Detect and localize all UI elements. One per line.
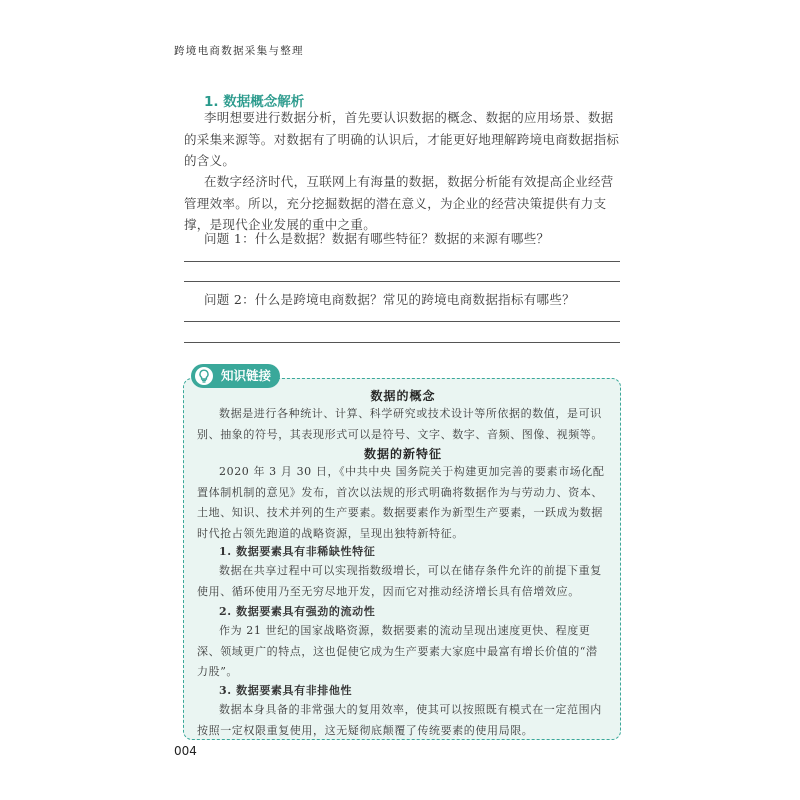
section-title: 1. 数据概念解析 bbox=[204, 94, 305, 110]
concept-title: 数据的概念 bbox=[370, 389, 436, 403]
features-intro: 2020 年 3 月 30 日，《中共中央 国务院关于构建更加完善的要素市场化配置体制机制的意见》发布，首次以法规的形式明确将数据作为与劳动力、资本、土地、知识、技术并列的生产要素。数据要素作为新型生产要素，一跃成为数据时代抢占领先跑道的战略资源，呈现出独特新特征。 bbox=[197, 465, 605, 540]
concept-text: 数据是进行各种统计、计算、科学研究或技术设计等所依据的数值，是可识别、抽象的符号，其表现形式可以是符号、文字、数字、音频、图像、视频等。 bbox=[197, 407, 603, 441]
answer-line bbox=[184, 261, 620, 262]
running-head: 跨境电商数据采集与整理 bbox=[174, 45, 304, 57]
feature-heading: 2. 数据要素具有强劲的流动性 bbox=[219, 605, 376, 618]
knowledge-badge-label: 知识链接 bbox=[221, 368, 272, 383]
body-paragraph: 在数字经济时代，互联网上有海量的数据，数据分析能有效提高企业经营管理效率。所以，充分挖掘数据的潜在意义，为企业的经营决策提供有力支撑，是现代企业发展的重中之重。 bbox=[184, 174, 614, 232]
feature-heading: 3. 数据要素具有非排他性 bbox=[219, 684, 353, 697]
feature-text: 作为 21 世纪的国家战略资源，数据要素的流动呈现出速度更快、程度更深、领域更广的特点，这也促使它成为生产要素大家庭中最富有增长价值的“潜力股”。 bbox=[197, 624, 598, 678]
answer-line bbox=[184, 281, 620, 282]
question-2: 问题 2：什么是跨境电商数据？常见的跨境电商数据指标有哪些？ bbox=[204, 292, 575, 307]
answer-line bbox=[184, 342, 620, 343]
features-title: 数据的新特征 bbox=[363, 447, 442, 461]
knowledge-badge bbox=[191, 364, 280, 388]
feature-text: 数据在共享过程中可以实现指数级增长，可以在储存条件允许的前提下重复使用、循环使用乃至无穷尽地开发，因而它对推动经济增长具有倍增效应。 bbox=[197, 564, 602, 598]
feature-heading: 1. 数据要素具有非稀缺性特征 bbox=[219, 545, 376, 558]
lightbulb-icon bbox=[195, 367, 213, 385]
feature-text: 数据本身具备的非常强大的复用效率，使其可以按照既有模式在一定范围内按照一定权限重复使用，这无疑彻底颠覆了传统要素的使用局限。 bbox=[197, 703, 602, 737]
question-1: 问题 1：什么是数据？数据有哪些特征？数据的来源有哪些？ bbox=[204, 231, 550, 246]
page-number: 004 bbox=[174, 744, 197, 758]
answer-line bbox=[184, 321, 620, 322]
body-paragraph: 李明想要进行数据分析，首先要认识数据的概念、数据的应用场景、数据的采集来源等。对数据有了明确的认识后，才能更好地理解跨境电商数据指标的含义。 bbox=[184, 110, 620, 168]
